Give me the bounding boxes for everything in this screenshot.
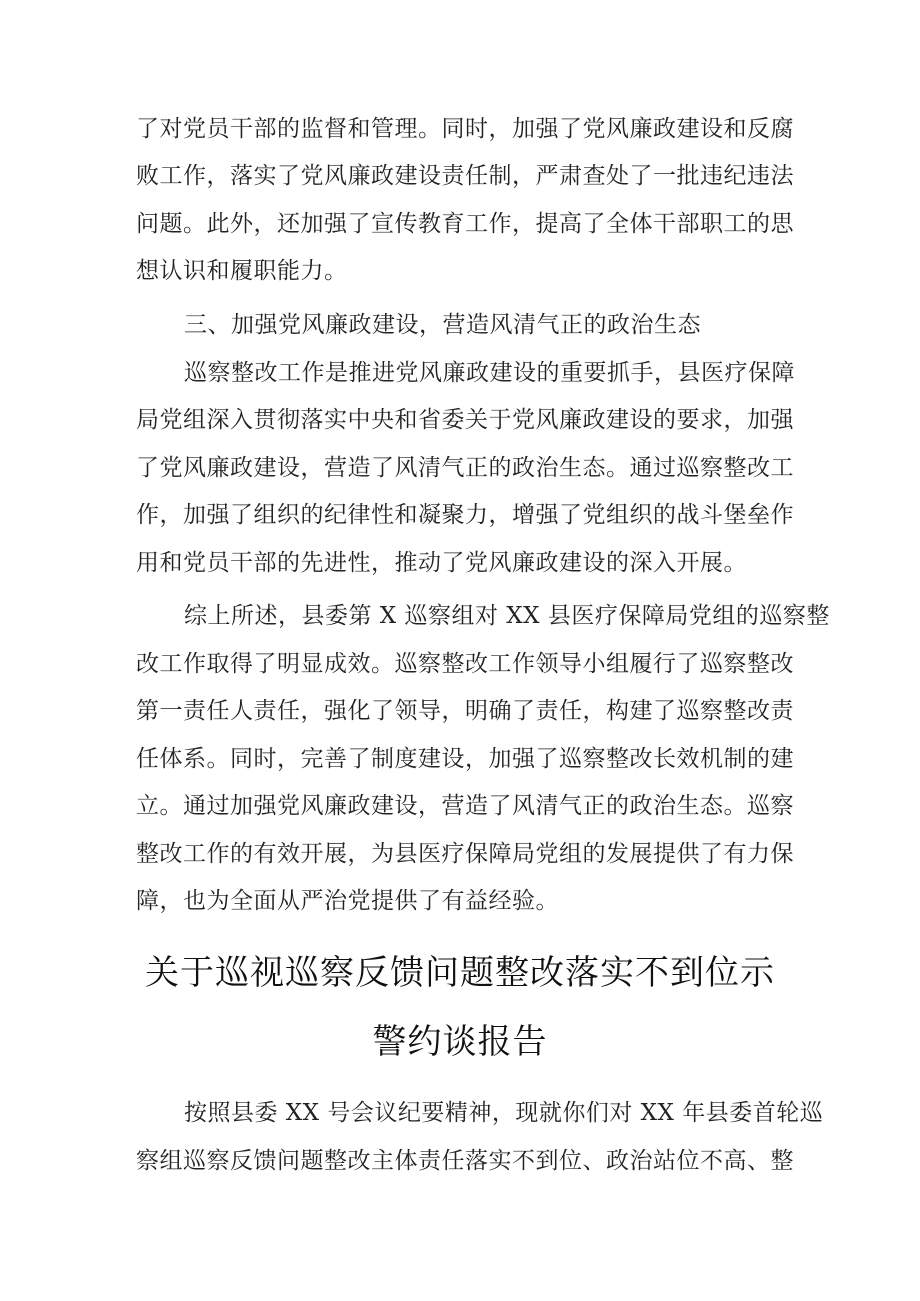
text-line: 了对党员干部的监督和管理。同时，加强了党风廉政建设和反腐 <box>136 116 794 142</box>
text-line: 改工作取得了明显成效。巡察整改工作领导小组履行了巡察整改 <box>136 651 794 677</box>
text-line: 察组巡察反馈问题整改主体责任落实不到位、政治站位不高、整 <box>136 1148 794 1174</box>
text-line: 按照县委 XX 号会议纪要精神，现就你们对 XX 年县委首轮巡 <box>184 1100 824 1126</box>
text-line: 第一责任人责任，强化了领导，明确了责任，构建了巡察整改责 <box>136 698 794 724</box>
text-line: 了党风廉政建设，营造了风清气正的政治生态。通过巡察整改工 <box>136 455 794 481</box>
text-line: 想认识和履职能力。 <box>136 258 348 284</box>
text-line: 综上所述，县委第 X 巡察组对 XX 县医疗保障局党组的巡察整 <box>184 603 830 629</box>
text-line: 问题。此外，还加强了宣传教育工作，提高了全体干部职工的思 <box>136 211 794 237</box>
text-line: 用和党员干部的先进性，推动了党风廉政建设的深入开展。 <box>136 550 747 576</box>
section-heading: 三、加强党风廉政建设，营造风清气正的政治生态 <box>184 312 701 338</box>
report-title-line: 警约谈报告 <box>372 1022 548 1062</box>
report-title-line: 关于巡视巡察反馈问题整改落实不到位示 <box>145 953 775 993</box>
text-line: 局党组深入贯彻落实中央和省委关于党风廉政建设的要求，加强 <box>136 407 794 433</box>
text-line: 障，也为全面从严治党提供了有益经验。 <box>136 888 559 914</box>
text-line: 立。通过加强党风廉政建设，营造了风清气正的政治生态。巡察 <box>136 793 794 819</box>
text-line: 任体系。同时，完善了制度建设，加强了巡察整改长效机制的建 <box>136 746 794 772</box>
text-line: 败工作，落实了党风廉政建设责任制，严肃查处了一批违纪违法 <box>136 163 794 189</box>
text-line: 巡察整改工作是推进党风廉政建设的重要抓手，县医疗保障 <box>184 360 795 386</box>
text-line: 作，加强了组织的纪律性和凝聚力，增强了党组织的战斗堡垒作 <box>136 502 794 528</box>
text-line: 整改工作的有效开展，为县医疗保障局党组的发展提供了有力保 <box>136 841 794 867</box>
